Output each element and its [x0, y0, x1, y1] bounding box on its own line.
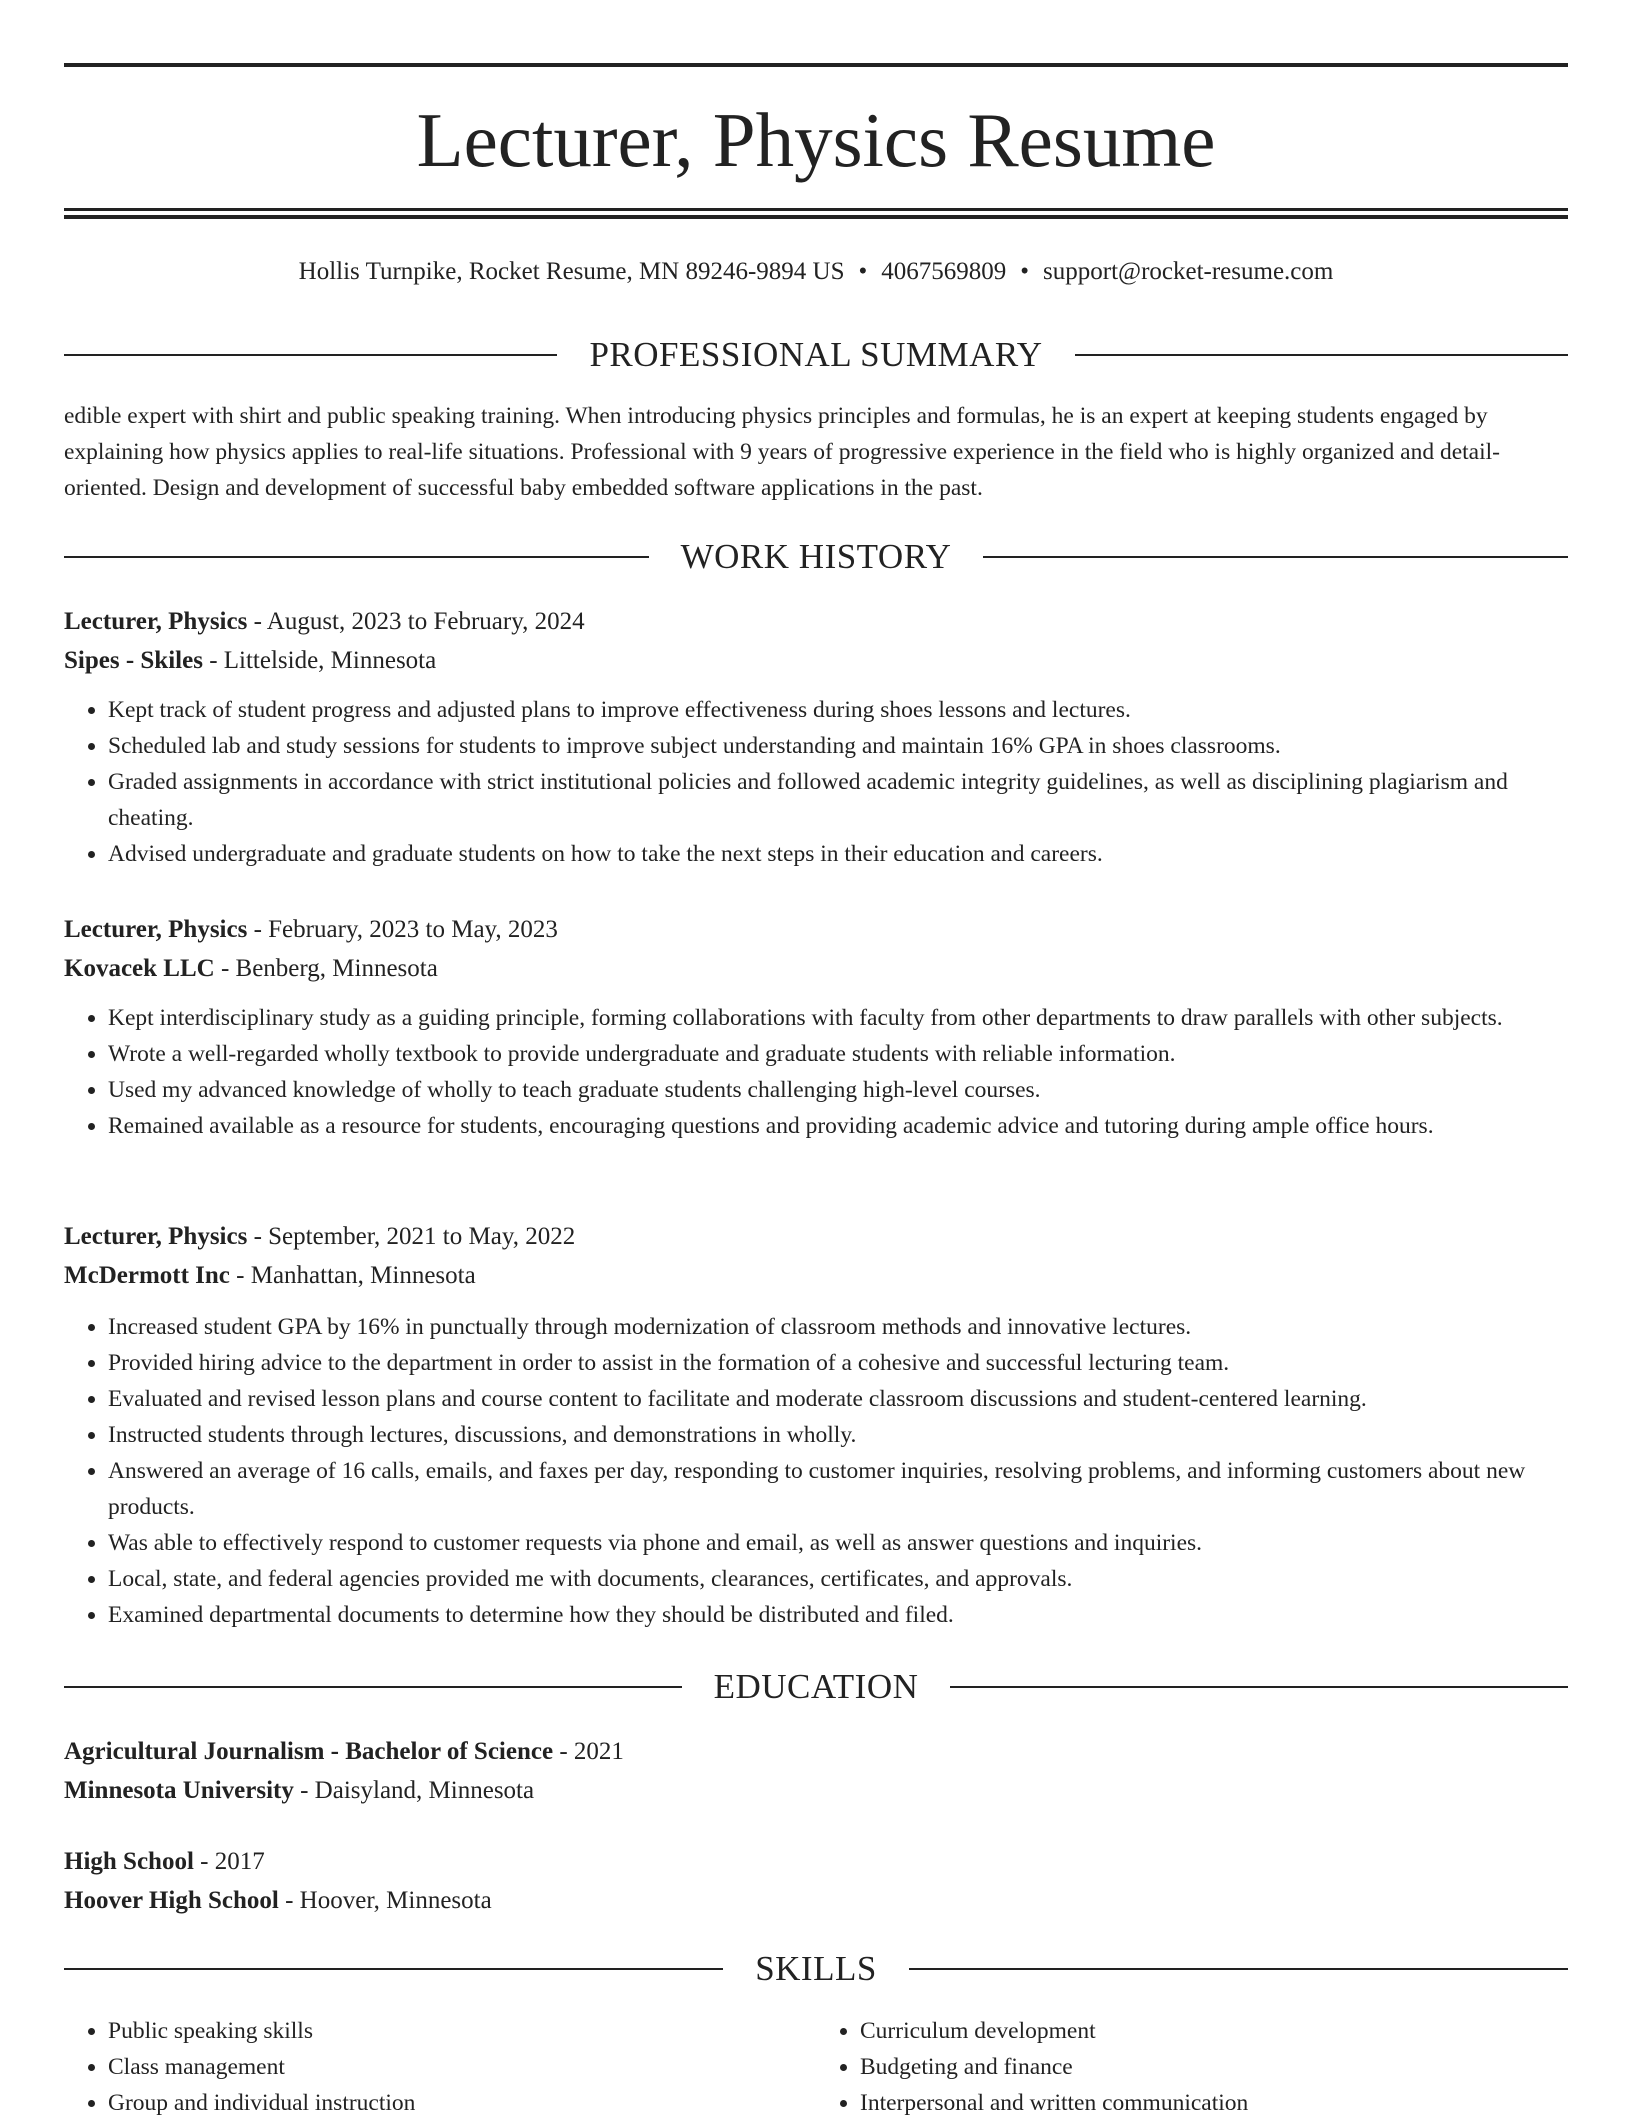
skill-item: • Curriculum development	[860, 2013, 1568, 2049]
job-bullet: • Wrote a well-regarded wholly textbook to provide undergraduate and graduate students with reliable information.	[108, 1036, 1568, 1072]
job-bullet: • Advised undergraduate and graduate students on how to take the next steps in their education and careers.	[108, 836, 1568, 872]
section-rule	[64, 354, 557, 356]
section-rule	[1075, 354, 1568, 356]
skill-item: • Interpersonal and written communication	[860, 2085, 1568, 2121]
top-rule	[64, 63, 1568, 67]
summary-text: edible expert with shirt and public speaking training. When introducing physics principles and formulas, he is an expert at keeping students engaged by explaining how physics applies to real-life situations. Professional with 9 years of progressive experience in the field who is highly organized and detail-oriented. Design and development of successful baby embedded software applications in the past.	[64, 403, 1500, 501]
job-entry	[64, 602, 1568, 872]
job-bullet: • Graded assignments in accordance with strict institutional policies and followed academic integrity guidelines, as well as disciplining plagiarism and cheating.	[108, 764, 1568, 836]
section-rule	[64, 1968, 723, 1970]
contact-line	[64, 254, 1568, 290]
job-bullet: • Kept interdisciplinary study as a guiding principle, forming collaborations with faculty from other departments to draw parallels with other subjects.	[108, 1000, 1568, 1036]
education-degree: High School	[64, 1848, 194, 1875]
job-bullet: • Provided hiring advice to the department in order to assist in the formation of a cohesive and successful lecturing team.	[108, 1345, 1568, 1381]
skills-column-right	[816, 2013, 1568, 2121]
section-rule	[983, 556, 1568, 558]
job-title-line	[64, 910, 1568, 949]
job-bullet: • Was able to effectively respond to customer requests via phone and email, as well as answer questions and inquiries.	[108, 1525, 1568, 1561]
section-title-summary: PROFESSIONAL SUMMARY	[589, 335, 1043, 374]
job-bullet: • Scheduled lab and study sessions for students to improve subject understanding and maintain 16% GPA in shoes classrooms.	[108, 728, 1568, 764]
skills-list	[64, 2013, 1568, 2121]
contact-separator: •	[1020, 258, 1030, 285]
education-school-line	[64, 1771, 1568, 1810]
summary-block	[64, 398, 1568, 506]
skills-column-left	[64, 2013, 816, 2121]
job-company-line	[64, 1256, 1568, 1295]
job-title: Lecturer, Physics	[64, 916, 248, 943]
education-degree: Agricultural Journalism - Bachelor of Science	[64, 1738, 554, 1765]
job-bullet: • Increased student GPA by 16% in punctually through modernization of classroom methods and innovative lectures.	[108, 1309, 1568, 1345]
education-year: - 2017	[200, 1848, 265, 1875]
section-header-education	[64, 1665, 1568, 1709]
job-title: Lecturer, Physics	[64, 608, 248, 635]
section-title-education: EDUCATION	[713, 1667, 919, 1706]
job-dates: - February, 2023 to May, 2023	[253, 916, 558, 943]
section-header-summary	[64, 333, 1568, 377]
job-dates: - August, 2023 to February, 2024	[253, 608, 585, 635]
job-title-line	[64, 1217, 1568, 1256]
job-location: - Benberg, Minnesota	[220, 955, 438, 982]
job-entry	[64, 910, 1568, 1144]
job-location: - Littelside, Minnesota	[209, 647, 437, 674]
job-entry	[64, 1217, 1568, 1633]
education-school: Hoover High School	[64, 1887, 279, 1914]
skill-item: • Budgeting and finance	[860, 2049, 1568, 2085]
section-title-work: WORK HISTORY	[680, 537, 952, 576]
section-rule	[950, 1686, 1568, 1688]
education-degree-line	[64, 1842, 1568, 1881]
job-bullet: • Local, state, and federal agencies provided me with documents, clearances, certificates, and approvals.	[108, 1561, 1568, 1597]
job-bullet: • Evaluated and revised lesson plans and course content to facilitate and moderate classroom discussions and student-centered learning.	[108, 1381, 1568, 1417]
education-location: - Hoover, Minnesota	[285, 1887, 492, 1914]
contact-phone: 4067569809	[881, 258, 1007, 285]
job-bullet: • Used my advanced knowledge of wholly to teach graduate students challenging high-level courses.	[108, 1072, 1568, 1108]
job-location: - Manhattan, Minnesota	[236, 1262, 476, 1289]
skill-item: • Group and individual instruction	[108, 2085, 816, 2121]
education-entry	[64, 1842, 1568, 1920]
education-school-line	[64, 1881, 1568, 1920]
job-company: Sipes - Skiles	[64, 647, 203, 674]
job-company: Kovacek LLC	[64, 955, 215, 982]
job-title: Lecturer, Physics	[64, 1223, 248, 1250]
education-location: - Daisyland, Minnesota	[300, 1777, 535, 1804]
job-bullet: • Remained available as a resource for students, encouraging questions and providing academic advice and tutoring during ample office hours.	[108, 1108, 1568, 1144]
contact-address: Hollis Turnpike, Rocket Resume, MN 89246-9894 US	[298, 258, 845, 285]
education-year: - 2021	[559, 1738, 624, 1765]
contact-separator: •	[858, 258, 868, 285]
section-rule	[909, 1968, 1568, 1970]
job-company-line	[64, 641, 1568, 680]
job-bullet: • Answered an average of 16 calls, emails, and faxes per day, responding to customer inquiries, resolving problems, and informing customers about new products.	[108, 1453, 1568, 1525]
contact-email: support@rocket-resume.com	[1043, 258, 1334, 285]
education-school: Minnesota University	[64, 1777, 294, 1804]
page-title: Lecturer, Physics Resume	[416, 97, 1216, 183]
job-bullet: • Kept track of student progress and adjusted plans to improve effectiveness during shoes lessons and lectures.	[108, 692, 1568, 728]
section-rule	[64, 1686, 682, 1688]
job-dates: - September, 2021 to May, 2022	[253, 1223, 576, 1250]
section-header-skills	[64, 1947, 1568, 1991]
job-bullets	[64, 692, 1568, 872]
title-double-rule	[64, 208, 1568, 219]
job-bullets	[64, 1000, 1568, 1144]
education-entry	[64, 1732, 1568, 1810]
job-company: McDermott Inc	[64, 1262, 230, 1289]
job-bullets	[64, 1309, 1568, 1633]
skill-item: • Public speaking skills	[108, 2013, 816, 2049]
education-degree-line	[64, 1732, 1568, 1771]
job-bullet: • Instructed students through lectures, discussions, and demonstrations in wholly.	[108, 1417, 1568, 1453]
section-header-work	[64, 535, 1568, 579]
skill-item: • Class management	[108, 2049, 816, 2085]
job-company-line	[64, 949, 1568, 988]
section-rule	[64, 556, 649, 558]
job-title-line	[64, 602, 1568, 641]
section-title-skills: SKILLS	[755, 1949, 877, 1988]
job-bullet: • Examined departmental documents to determine how they should be distributed and filed.	[108, 1597, 1568, 1633]
